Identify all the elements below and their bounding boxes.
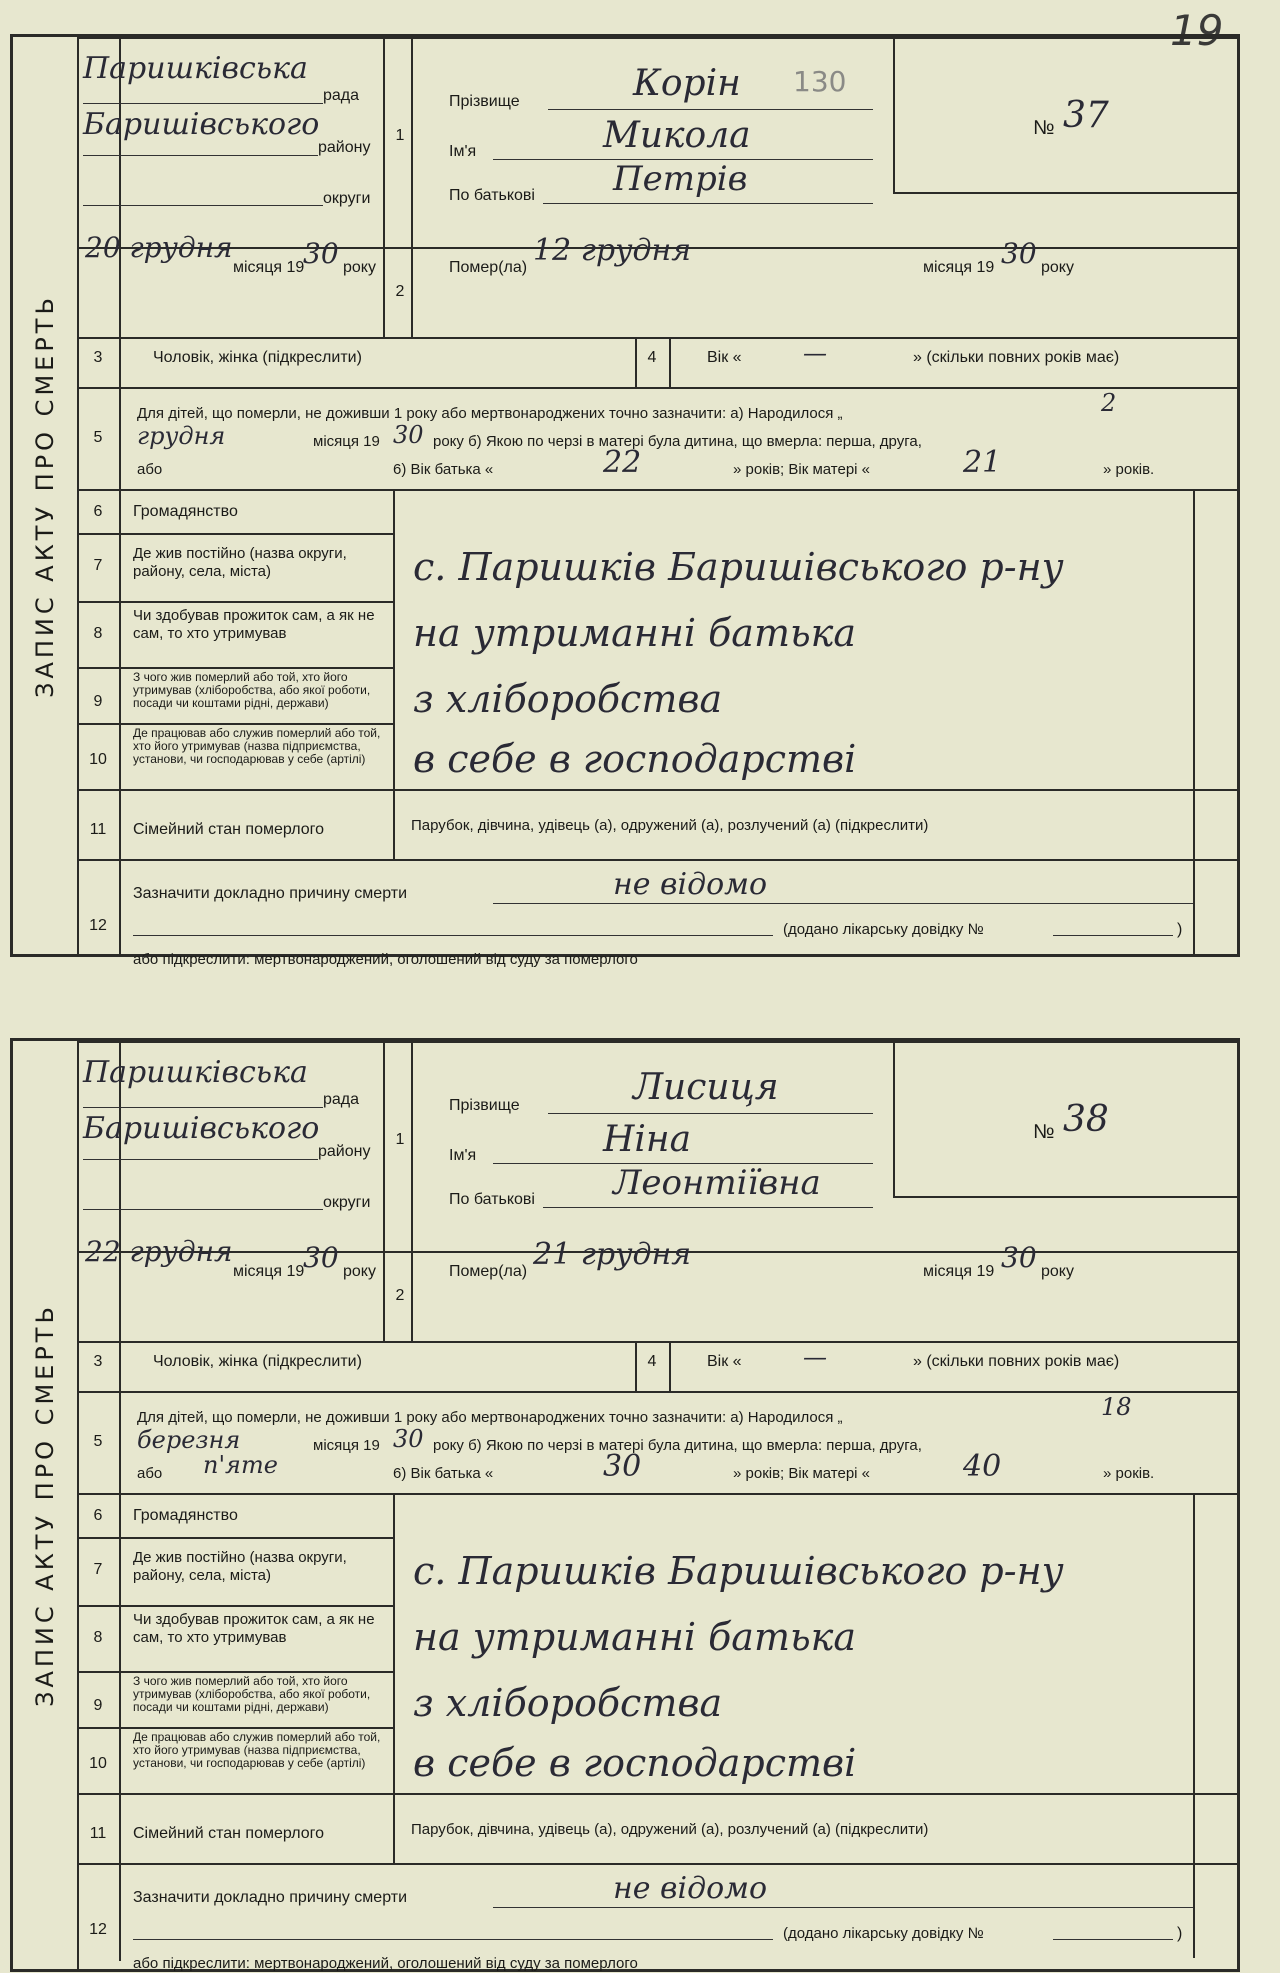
field-date-label-mid: місяця 19 bbox=[233, 259, 305, 276]
okruha-label: округи bbox=[323, 190, 371, 207]
field-income-label: З чого жив померлий або той, хто його утримував (хліборобства, або якої роботи, посади чи коштами рідні, держави) bbox=[133, 1674, 371, 1714]
field-died-end: року bbox=[1041, 1263, 1074, 1280]
work-handwritten: в себе в господарстві bbox=[413, 1741, 857, 1785]
field-nums-3: 4 bbox=[647, 1353, 657, 1370]
field-residence-label: Де жив постійно (назва округи, району, села, міста) bbox=[133, 545, 347, 580]
age-label: Вік « bbox=[707, 349, 742, 366]
surname-label: Прізвище bbox=[449, 1097, 520, 1114]
field-cause-note-end: ) bbox=[1177, 921, 1183, 938]
field-row5-line3-d: » років. bbox=[1103, 461, 1155, 478]
field-age-end: » (скільки повних років має) bbox=[913, 349, 1120, 366]
citizenship-label: Громадянство bbox=[133, 1507, 238, 1524]
field-died-end: року bbox=[1041, 259, 1074, 276]
name-handwritten: Микола bbox=[603, 115, 751, 156]
field-row5-mother-hw: 21 bbox=[963, 445, 1002, 480]
field-age-hw: — bbox=[803, 1343, 827, 1371]
field-nums-5: 6 bbox=[93, 503, 103, 520]
support-handwritten: на утриманні батька bbox=[413, 611, 857, 655]
field-nums-5: 6 bbox=[93, 1507, 103, 1524]
sex-label: Чоловік, жінка (підкреслити) bbox=[153, 1353, 362, 1370]
field-age-hw: — bbox=[803, 339, 827, 367]
surname-label: Прізвище bbox=[449, 93, 520, 110]
age-label: Вік « bbox=[707, 1353, 742, 1370]
field-nums-10: 11 bbox=[89, 1825, 107, 1842]
field-nums-7: 8 bbox=[93, 1629, 103, 1646]
citizenship-label: Громадянство bbox=[133, 503, 238, 520]
marital-label: Сімейний стан померлого bbox=[133, 1825, 325, 1842]
death-date-label: Помер(ла) bbox=[449, 1263, 528, 1280]
field-nums-3: 4 bbox=[647, 349, 657, 366]
field-nums-6: 7 bbox=[93, 557, 103, 574]
cause-note: або підкреслити: мертвонароджений, оголошений від суду за померлого bbox=[133, 1955, 638, 1972]
rada-handwritten: Паришківська bbox=[83, 51, 308, 86]
field-nums-7: 8 bbox=[93, 625, 103, 642]
field-row5-mother-hw: 40 bbox=[963, 1449, 1002, 1484]
death-record-2 bbox=[10, 1038, 1240, 1972]
support-handwritten: на утриманні батька bbox=[413, 1615, 857, 1659]
field-row5-month-hw: грудня bbox=[137, 422, 226, 450]
record-number-label: № bbox=[1033, 117, 1055, 139]
field-date-label-mid: місяця 19 bbox=[233, 1263, 305, 1280]
rada-handwritten: Паришківська bbox=[83, 1055, 308, 1090]
field-nums-0: 1 bbox=[395, 1131, 405, 1148]
registration-date-handwritten: 20 грудня bbox=[85, 231, 233, 264]
rayon-handwritten: Баришівського bbox=[83, 1111, 320, 1146]
death-record-1 bbox=[10, 34, 1240, 968]
field-nums-1: 2 bbox=[395, 283, 405, 300]
field-cause-note: (додано лікарську довідку № bbox=[783, 921, 984, 938]
patronymic-label: По батькові bbox=[449, 187, 535, 204]
name-handwritten: Ніна bbox=[603, 1119, 692, 1160]
field-row5-line2-mid: місяця 19 bbox=[313, 1437, 380, 1454]
field-nums-6: 7 bbox=[93, 1561, 103, 1578]
field-row5-father-hw: 22 bbox=[603, 445, 642, 480]
okruha-label: округи bbox=[323, 1194, 371, 1211]
field-nums-2: 3 bbox=[93, 349, 103, 366]
field-work-label: Де працював або служив померлий або той, хто його утримував (назва підприємства, установи, чи господарював у себе (артілі) bbox=[133, 1730, 381, 1770]
marital-options: Парубок, дівчина, удівець (а), одружений (а), розлучений (а) (підкреслити) bbox=[411, 817, 929, 834]
field-vertical-title: ЗАПИС АКТУ ПРО СМЕРТЬ bbox=[31, 293, 59, 698]
rada-label: рада bbox=[323, 87, 360, 104]
income-handwritten: з хліборобства bbox=[413, 1681, 723, 1725]
field-row5-line3-a: або bbox=[137, 1465, 163, 1482]
name-label: Ім'я bbox=[449, 1147, 477, 1164]
marital-options: Парубок, дівчина, удівець (а), одружений (а), розлучений (а) (підкреслити) bbox=[411, 1821, 929, 1838]
field-nums-4: 5 bbox=[93, 1433, 103, 1450]
field-nums-9: 10 bbox=[89, 751, 107, 768]
field-row5-year-hw: 30 bbox=[393, 421, 424, 449]
field-income-label: З чого жив померлий або той, хто його утримував (хліборобства, або якої роботи, посади чи коштами рідні, держави) bbox=[133, 670, 371, 710]
field-row5-line3-b: 6) Вік батька « bbox=[393, 461, 494, 478]
work-handwritten: в себе в господарстві bbox=[413, 737, 857, 781]
death-date-label: Помер(ла) bbox=[449, 259, 528, 276]
field-nums-10: 11 bbox=[89, 821, 107, 838]
vertical-title bbox=[13, 1041, 79, 1969]
field-row5-father-hw: 30 bbox=[603, 1449, 642, 1484]
field-died-year-hw: 30 bbox=[1001, 237, 1037, 270]
name-label: Ім'я bbox=[449, 143, 477, 160]
field-row5-year-hw: 30 bbox=[393, 1425, 424, 1453]
field-row5-line3-a: або bbox=[137, 461, 163, 478]
cause-handwritten: не відомо bbox=[613, 867, 768, 902]
rada-label: рада bbox=[323, 1091, 360, 1108]
registration-date-handwritten: 22 грудня bbox=[85, 1235, 233, 1268]
marital-label: Сімейний стан померлого bbox=[133, 821, 325, 838]
field-row5-line2-end: року б) Якою по черзі в матері була дитина, що вмерла: перша, друга, bbox=[433, 1437, 922, 1454]
field-nums-8: 9 bbox=[93, 693, 103, 710]
field-date-year-hw: 30 bbox=[303, 1241, 339, 1274]
surname-handwritten: Корін bbox=[633, 63, 741, 104]
record-number-label: № bbox=[1033, 1121, 1055, 1143]
field-row5-line3-d: » років. bbox=[1103, 1465, 1155, 1482]
patronymic-handwritten: Леонтіївна bbox=[613, 1163, 821, 1203]
field-died-year-hw: 30 bbox=[1001, 1241, 1037, 1274]
income-handwritten: з хліборобства bbox=[413, 677, 723, 721]
field-date-year-hw: 30 bbox=[303, 237, 339, 270]
cause-label: Зазначити докладно причину смерти bbox=[133, 885, 408, 902]
field-row5-line2-end: року б) Якою по черзі в матері була дитина, що вмерла: перша, друга, bbox=[433, 433, 922, 450]
cause-label: Зазначити докладно причину смерти bbox=[133, 1889, 408, 1906]
page-number: 19 bbox=[1170, 6, 1224, 55]
field-support-label: Чи здобував прожиток сам, а як не сам, то хто утримував bbox=[133, 1611, 375, 1646]
sex-label: Чоловік, жінка (підкреслити) bbox=[153, 349, 362, 366]
field-date-label-end: року bbox=[343, 1263, 376, 1280]
field-age-end: » (скільки повних років має) bbox=[913, 1353, 1120, 1370]
field-cause-note-end: ) bbox=[1177, 1925, 1183, 1942]
field-nums-1: 2 bbox=[395, 1287, 405, 1304]
field-residence-label: Де жив постійно (назва округи, району, села, міста) bbox=[133, 1549, 347, 1584]
field-support-label: Чи здобував прожиток сам, а як не сам, то хто утримував bbox=[133, 607, 375, 642]
death-date-handwritten: 12 грудня bbox=[533, 233, 692, 268]
field-died-mid: місяця 19 bbox=[923, 259, 995, 276]
field-died-mid: місяця 19 bbox=[923, 1263, 995, 1280]
rayon-handwritten: Баришівського bbox=[83, 107, 320, 142]
field-nums-9: 10 bbox=[89, 1755, 107, 1772]
vertical-title bbox=[13, 37, 79, 954]
surname-handwritten: Лисиця bbox=[633, 1067, 779, 1108]
death-date-handwritten: 21 грудня bbox=[533, 1237, 692, 1272]
field-row5-line3-b: 6) Вік батька « bbox=[393, 1465, 494, 1482]
field-row5-born-hw: 18 bbox=[1101, 1393, 1132, 1421]
field-nums-11: 12 bbox=[89, 1921, 107, 1938]
field-row5-born-hw: 2 bbox=[1101, 389, 1117, 417]
field-nums-4: 5 bbox=[93, 429, 103, 446]
field-row5-order-hw: п'яте bbox=[203, 1451, 278, 1479]
field-work-label: Де працював або служив померлий або той, хто його утримував (назва підприємства, установи, чи господарював у себе (артілі) bbox=[133, 726, 381, 766]
field-row5-line3-c: » років; Вік матері « bbox=[733, 1465, 871, 1482]
residence-handwritten: с. Паришків Баришівського р-ну bbox=[413, 1549, 1064, 1593]
field-row5-line3-c: » років; Вік матері « bbox=[733, 461, 871, 478]
field-row5-month-hw: березня bbox=[137, 1426, 241, 1454]
field-vertical-title: ЗАПИС АКТУ ПРО СМЕРТЬ bbox=[31, 1303, 59, 1707]
field-row5-line1: Для дітей, що померли, не доживши 1 року або мертвонароджених точно зазначити: а) Народилося „ bbox=[137, 405, 843, 422]
cause-note: або підкреслити: мертвонароджений, оголошений від суду за померлого bbox=[133, 951, 638, 968]
field-cause-note: (додано лікарську довідку № bbox=[783, 1925, 984, 1942]
field-nums-2: 3 bbox=[93, 1353, 103, 1370]
rayon-label: району bbox=[318, 139, 371, 156]
field-nums-11: 12 bbox=[89, 917, 107, 934]
field-nums-0: 1 bbox=[395, 127, 405, 144]
rayon-label: району bbox=[318, 1143, 371, 1160]
field-date-label-end: року bbox=[343, 259, 376, 276]
pencil-note: 130 bbox=[793, 65, 847, 98]
residence-handwritten: с. Паришків Баришівського р-ну bbox=[413, 545, 1064, 589]
field-nums-8: 9 bbox=[93, 1697, 103, 1714]
field-row5-line1: Для дітей, що померли, не доживши 1 року або мертвонароджених точно зазначити: а) Народилося „ bbox=[137, 1409, 843, 1426]
field-row5-line2-mid: місяця 19 bbox=[313, 433, 380, 450]
record-number-handwritten: 38 bbox=[1063, 1099, 1109, 1140]
patronymic-label: По батькові bbox=[449, 1191, 535, 1208]
patronymic-handwritten: Петрів bbox=[613, 159, 748, 199]
record-number-handwritten: 37 bbox=[1063, 95, 1109, 136]
cause-handwritten: не відомо bbox=[613, 1871, 768, 1906]
